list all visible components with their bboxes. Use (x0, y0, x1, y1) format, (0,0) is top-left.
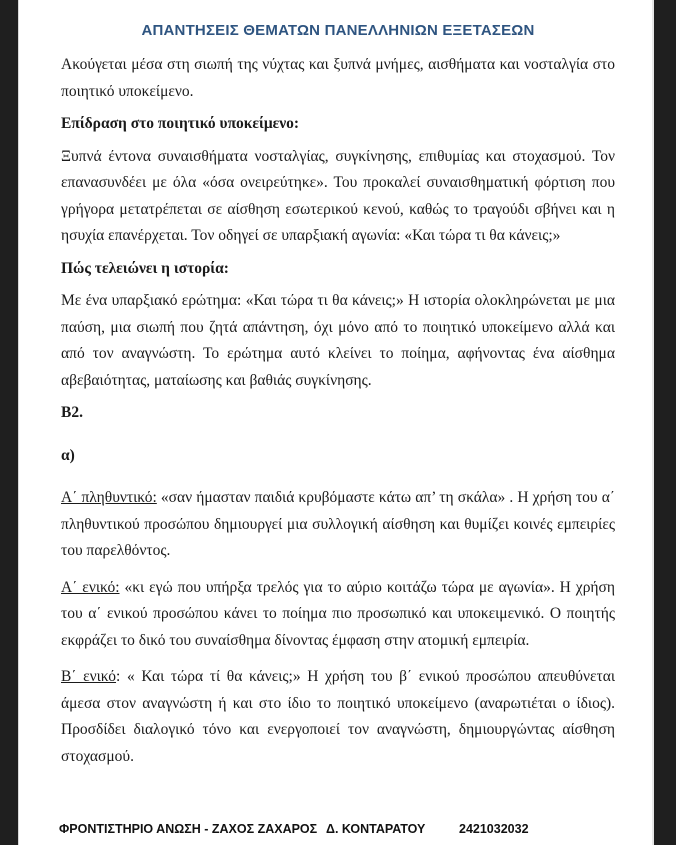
paragraph-intro: Ακούγεται μέσα στη σιωπή της νύχτας και ξυπνά μνήμες, αισθήματα και νοσταλγία στο ποιητικό υποκείμενο. (61, 56, 615, 100)
document-title: ΑΠΑΝΤΗΣΕΙΣ ΘΕΜΑΤΩΝ ΠΑΝΕΛΛΗΝΙΩΝ ΕΞΕΤΑΣΕΩΝ (141, 22, 535, 39)
footer-institution: ΦΡΟΝΤΙΣΤΗΡΙΟ ΑΝΩΣΗ - ΖΑΧΟΣ ΖΑΧΑΡΟΣ (59, 822, 318, 836)
section-heading-teleiwnei: Πώς τελειώνει η ιστορία: (61, 259, 229, 277)
footer-street: Δ. ΚΟΝΤΑΡΑΤΟΥ (326, 822, 426, 836)
section-heading-alpha: α) (61, 446, 75, 464)
paragraph-a-eniko-text: «κι εγώ που υπήρξα τρελός για το αύριο κοιτάζω τώρα με αγωνία». Η χρήση του α΄ ενικού προσώπου κάνει το ποίημα πιο προσωπικό και υποκειμενικό. Ο ποιητής εκφράζει το δικό του συναίσθημα δίνοντας έμφαση στην ατομική εμπειρία. (61, 578, 615, 649)
paragraph-b-eniko (61, 664, 615, 770)
paragraph-epidrasi: Ξυπνά έντονα συναισθήματα νοσταλγίας, συγκίνησης, επιθυμίας και στοχασμού. Τον επανασυνδέει με όλα «όσα ονειρεύτηκε». Του προκαλεί συναισθηματική φόρτιση που γρήγορα μετατρέπεται σε αίσθηση εσωτερικού κενού, καθώς το τραγούδι σβήνει και η ησυχία επανέρχεται. Τον οδηγεί σε υπαρξιακή αγωνία: «Και τώρα τι θα κάνεις;» (61, 147, 615, 244)
paragraph-a-eniko (61, 575, 615, 655)
underlined-label-a-eniko: Α΄ ενικό: (61, 578, 120, 596)
section-heading-epidrasi: Επίδραση στο ποιητικό υποκείμενο: (61, 115, 300, 132)
page-content (19, 0, 652, 770)
underlined-label-b-eniko: Β΄ ενικό (61, 668, 117, 685)
underlined-label-a-plithintiko: Α΄ πληθυντικό: (61, 489, 157, 506)
paragraph-a-plithintiko-text: «σαν ήμασταν παιδιά κρυβόμαστε κάτω απ’ τη σκάλα» . Η χρήση του α΄ πληθυντικού προσώπου δημιουργεί μια συλλογική αίσθηση και θυμίζει κοινές εμπειρίες του παρελθόντος. (61, 489, 615, 559)
paragraph-teleiwnei: Με ένα υπαρξιακό ερώτημα: «Και τώρα τι θα κάνεις;» Η ιστορία ολοκληρώνεται με μια παύση, μια σιωπή που ζητά απάντηση, όχι μόνο από το ποιητικό υποκείμενο αλλά και από τον αναγνώστη. Το ερώτημα αυτό κλείνει το ποίημα, αφήνοντας ένα αίσθημα αβεβαιότητας, ματαίωσης και βαθιάς συγκίνησης. (61, 292, 615, 389)
page-footer (19, 822, 652, 842)
section-heading-b2: Β2. (61, 404, 83, 421)
footer-phone: 2421032032 (459, 822, 529, 836)
paragraph-a-plithintiko (61, 485, 615, 565)
document-page (18, 0, 654, 845)
paragraph-b-eniko-text: : « Και τώρα τί θα κάνεις;» Η χρήση του β΄ ενικού προσώπου απευθύνεται άμεσα στον αναγνώστη ή και στο ίδιο το ποιητικό υποκείμενο (αναρωτιέται ο ίδιος). Προσδίδει διαλογικό τόνο και ενεργοποιεί τον αναγνώστη, δημιουργώντας αίσθηση στοχασμού. (61, 668, 615, 765)
